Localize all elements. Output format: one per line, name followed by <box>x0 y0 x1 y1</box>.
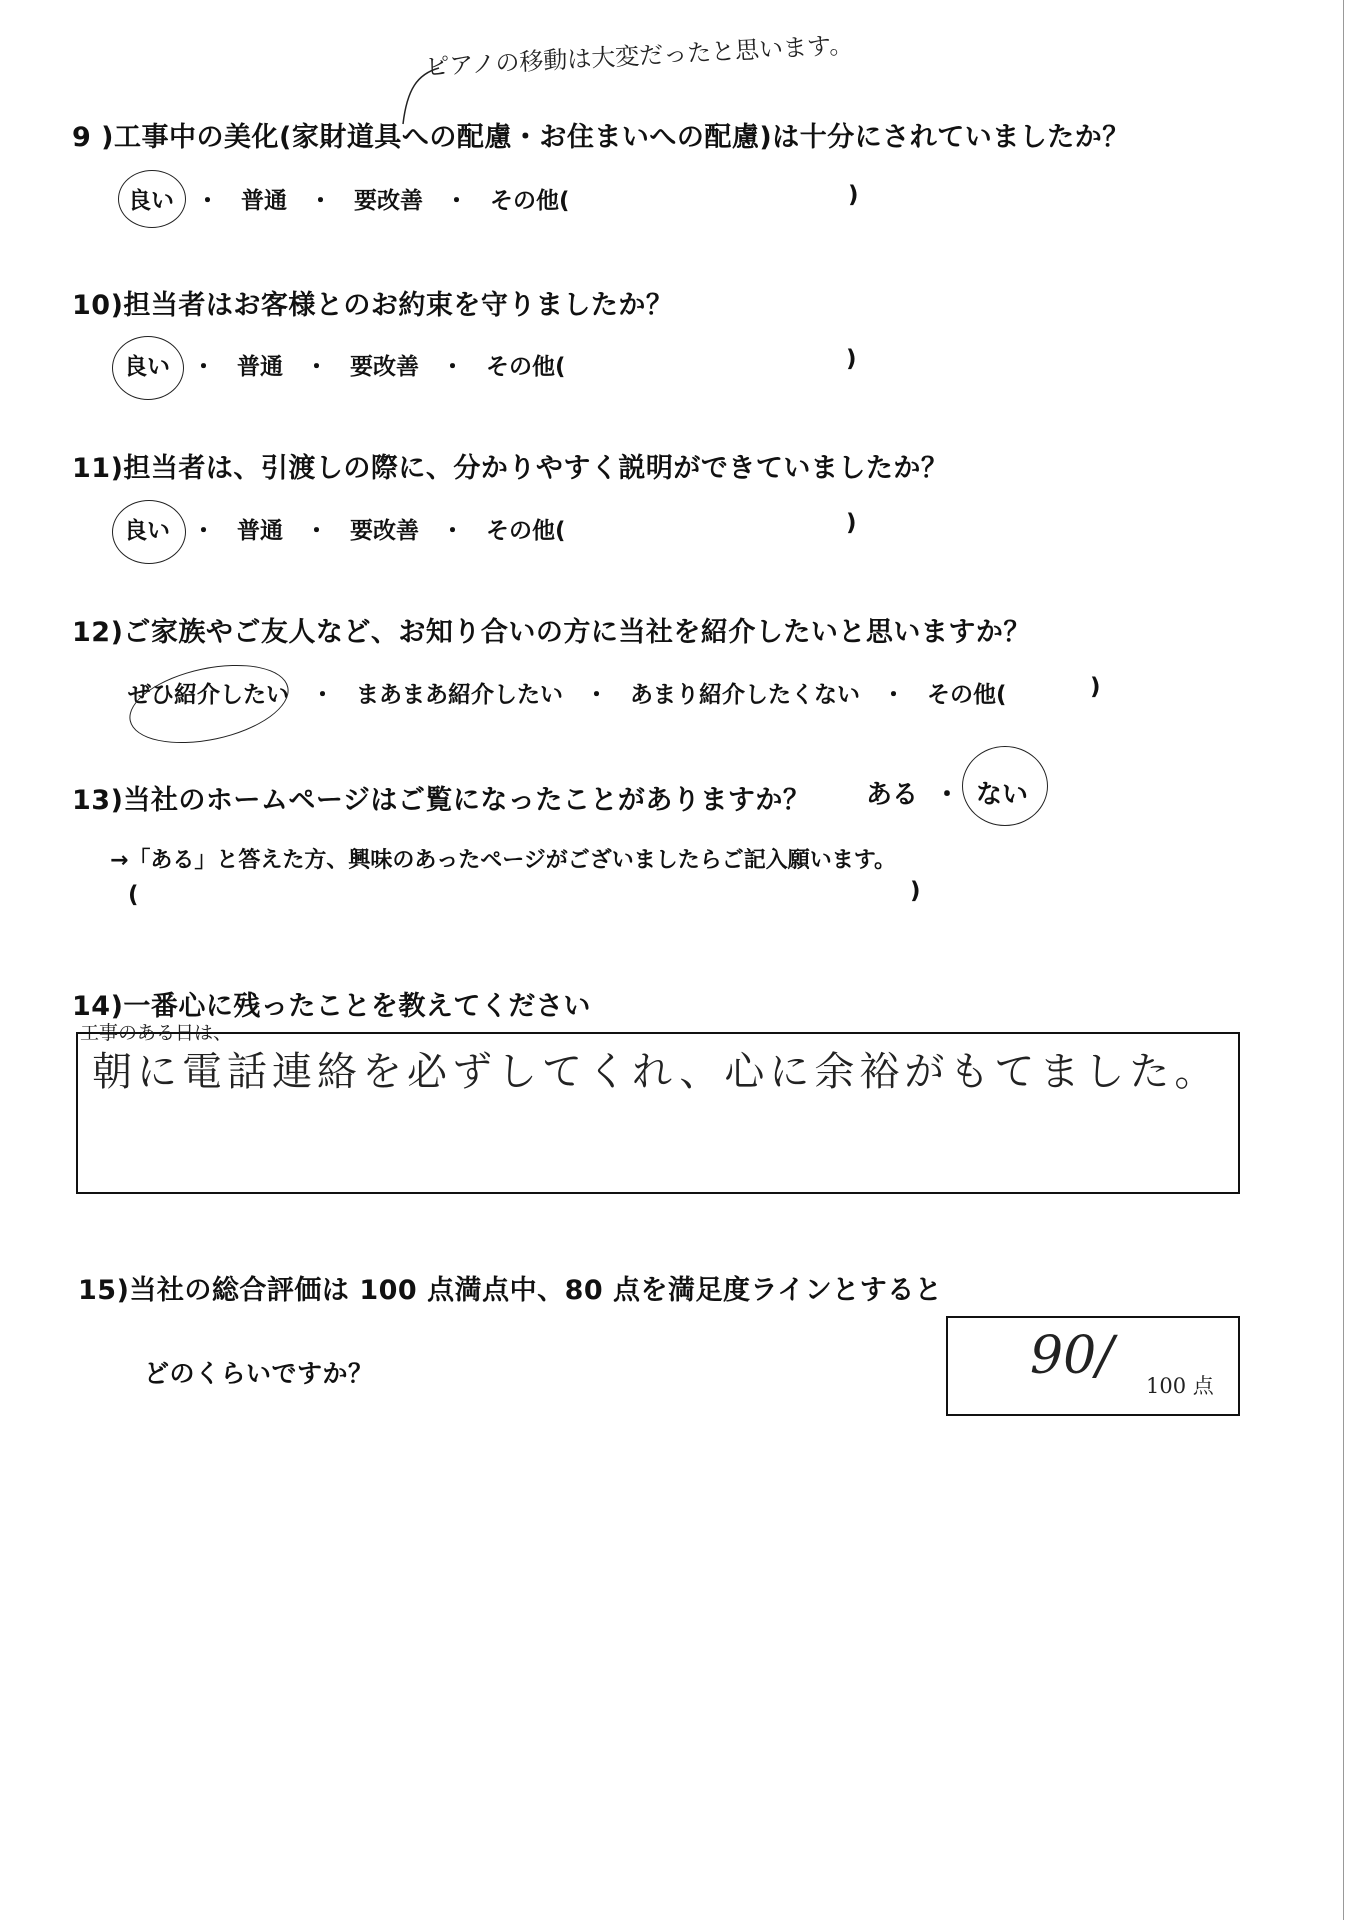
q11-close-paren: ) <box>846 510 857 536</box>
q10-option-other[interactable]: その他( <box>486 354 566 380</box>
q13-followup-instruction: →「ある」と答えた方、興味のあったページがございましたらご記入願います。 <box>110 848 897 873</box>
q11-selected-circle <box>112 500 186 564</box>
q12-option-somewhat[interactable]: まあまあ紹介したい <box>356 682 563 708</box>
q10-option-good[interactable]: 良い <box>124 354 170 380</box>
q13-option-yes[interactable]: ある <box>866 780 919 810</box>
q13-close-paren: ) <box>910 878 921 904</box>
q12-option-other[interactable]: その他( <box>927 682 1007 708</box>
q9-question: 9 )工事中の美化(家財道具への配慮・お住まいへの配慮)は十分にされていましたか？ <box>72 122 1130 153</box>
q10-selected-circle <box>112 336 184 400</box>
q11-option-other[interactable]: その他( <box>486 518 566 544</box>
q10-question: 10)担当者はお客様とのお約束を守りましたか？ <box>72 290 674 321</box>
q15-question-line2: どのくらいですか？ <box>144 1359 374 1388</box>
q14-question: 14)一番心に残ったことを教えてください <box>72 991 591 1022</box>
q15-question: 15)当社の総合評価は 100 点満点中、80 点を満足度ラインとすると <box>78 1275 943 1306</box>
q11-option-good[interactable]: 良い <box>124 518 170 544</box>
q9-option-other[interactable]: その他( <box>490 188 570 214</box>
q13-options: ある ・ ない <box>866 774 1028 811</box>
q12-option-definitely[interactable]: ぜひ紹介したい <box>128 682 289 708</box>
q14-handwritten-note: 工事のある日は、 <box>80 1022 233 1044</box>
q10-options: 良い ・ 普通 ・ 要改善 ・ その他( <box>124 348 566 381</box>
q15-handwritten-score: 90/ <box>1030 1326 1114 1386</box>
q12-selected-circle <box>122 652 295 756</box>
q9-close-paren: ) <box>848 182 859 208</box>
q13-option-no[interactable]: ない <box>976 780 1029 810</box>
q12-option-not-really[interactable]: あまり紹介したくない <box>630 682 860 708</box>
q9-handwritten-note: ピアノの移動は大変だったと思います。 <box>424 30 854 82</box>
q9-options: 良い ・ 普通 ・ 要改善 ・ その他( <box>128 182 570 215</box>
q9-selected-circle <box>118 170 186 228</box>
q11-options: 良い ・ 普通 ・ 要改善 ・ その他( <box>124 512 566 545</box>
q11-option-normal[interactable]: 普通 <box>237 518 283 544</box>
q15-max-score-label: 100 点 <box>1146 1374 1214 1398</box>
q10-option-needs-improvement[interactable]: 要改善 <box>350 354 419 380</box>
q12-options: ぜひ紹介したい ・ まあまあ紹介したい ・ あまり紹介したくない ・ その他( <box>128 676 1007 709</box>
q11-option-needs-improvement[interactable]: 要改善 <box>350 518 419 544</box>
q13-selected-circle <box>962 746 1048 826</box>
q9-option-needs-improvement[interactable]: 要改善 <box>354 188 423 214</box>
q9-option-good[interactable]: 良い <box>128 188 174 214</box>
q10-option-normal[interactable]: 普通 <box>237 354 283 380</box>
q12-question: 12)ご家族やご友人など、お知り合いの方に当社を紹介したいと思いますか？ <box>72 617 1031 648</box>
q9-option-normal[interactable]: 普通 <box>241 188 287 214</box>
q14-handwritten-answer: 朝に電話連絡を必ずしてくれ、心に余裕がもてました。 <box>92 1049 1220 1095</box>
q13-open-paren: ( <box>128 882 139 908</box>
q12-close-paren: ) <box>1090 674 1101 700</box>
q11-question: 11)担当者は、引渡しの際に、分かりやすく説明ができていましたか？ <box>72 453 949 484</box>
q13-question: 13)当社のホームページはご覧になったことがありますか？ <box>72 785 811 816</box>
q10-close-paren: ) <box>846 346 857 372</box>
scan-edge-line <box>1343 0 1344 1920</box>
